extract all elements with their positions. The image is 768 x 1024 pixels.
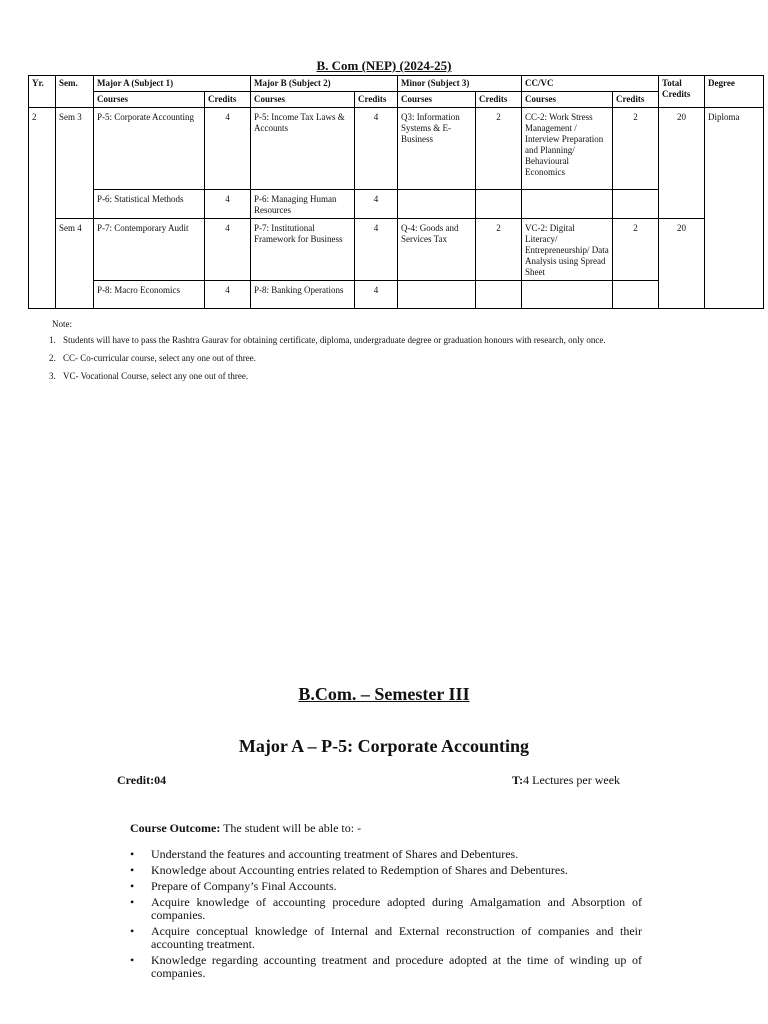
course-cell: CC-2: Work Stress Management / Interview Preparation and Planning/ Behavioural Economics xyxy=(522,108,613,190)
header-degree: Degree xyxy=(705,76,764,108)
credits-cell: 4 xyxy=(355,108,398,190)
list-item: • Acquire knowledge of accounting procedure adopted during Amalgamation and Absorption of companies. xyxy=(130,896,642,922)
course-cell: P-6: Statistical Methods xyxy=(94,190,205,219)
course-cell: P-8: Banking Operations xyxy=(251,281,355,309)
semester-title: B.Com. – Semester III xyxy=(298,684,470,704)
course-cell: P-7: Institutional Framework for Business xyxy=(251,219,355,281)
header-year: Yr. xyxy=(29,76,56,108)
header-minor: Minor (Subject 3) xyxy=(398,76,522,92)
note-text: Students will have to pass the Rashtra Gaurav for obtaining certificate, diploma, undergraduate degree or graduation honours with research, only once. xyxy=(63,335,606,345)
credits-cell: 4 xyxy=(205,190,251,219)
list-item: • Knowledge regarding accounting treatment and procedure adopted at the time of winding up of companies. xyxy=(130,954,642,980)
year-cell: 2 xyxy=(29,108,56,309)
subheader-courses: Courses xyxy=(94,92,205,108)
course-cell: P-5: Income Tax Laws & Accounts xyxy=(251,108,355,190)
header-major-a: Major A (Subject 1) xyxy=(94,76,251,92)
credits-cell: 4 xyxy=(355,281,398,309)
course-cell: VC-2: Digital Literacy/ Entrepreneurship/ Data Analysis using Spread Sheet xyxy=(522,219,613,281)
header-total-credits: Total Credits xyxy=(659,76,705,108)
table-row xyxy=(29,219,764,281)
header-semester: Sem. xyxy=(56,76,94,108)
subheader-credits: Credits xyxy=(613,92,659,108)
note-text: VC- Vocational Course, select any one out of three. xyxy=(63,371,249,381)
credits-cell: 2 xyxy=(476,108,522,190)
note-item xyxy=(49,335,606,345)
credits-cell: 2 xyxy=(476,219,522,281)
course-cell: Q3: Information Systems & E-Business xyxy=(398,108,476,190)
subheader-courses: Courses xyxy=(251,92,355,108)
course-title: Major A – P-5: Corporate Accounting xyxy=(238,736,530,756)
header-cc-vc: CC/VC xyxy=(522,76,659,92)
course-cell: P-8: Macro Economics xyxy=(94,281,205,309)
document-heading: B. Com (NEP) (2024-25) xyxy=(316,58,452,73)
empty-cell xyxy=(398,281,476,309)
credits-cell: 2 xyxy=(613,108,659,190)
list-item: • Understand the features and accounting treatment of Shares and Debentures. xyxy=(130,848,642,861)
list-item: • Prepare of Company’s Final Accounts. xyxy=(130,880,642,893)
table-subheader-row xyxy=(29,92,764,108)
lectures-label: T:4 Lectures per week xyxy=(512,773,621,787)
credits-cell: 4 xyxy=(205,108,251,190)
empty-cell xyxy=(476,190,522,219)
notes-list xyxy=(49,335,606,381)
note-number: 1. xyxy=(49,335,56,345)
course-cell: P-5: Corporate Accounting xyxy=(94,108,205,190)
note-item xyxy=(49,353,606,363)
empty-cell xyxy=(398,190,476,219)
credits-cell: 4 xyxy=(355,190,398,219)
credits-cell: 2 xyxy=(613,219,659,281)
semester-cell: Sem 3 xyxy=(56,108,94,219)
subheader-credits: Credits xyxy=(476,92,522,108)
table-row xyxy=(29,108,764,190)
empty-cell xyxy=(522,190,613,219)
note-number: 2. xyxy=(49,353,56,363)
course-cell: P-6: Managing Human Resources xyxy=(251,190,355,219)
credits-cell: 4 xyxy=(205,219,251,281)
course-cell: P-7: Contemporary Audit xyxy=(94,219,205,281)
total-credits-cell: 20 xyxy=(659,108,705,219)
subheader-credits: Credits xyxy=(205,92,251,108)
credit-label: Credit:04 xyxy=(117,773,167,787)
semester-cell: Sem 4 xyxy=(56,219,94,309)
course-structure-table xyxy=(28,75,764,309)
notes-section xyxy=(49,319,606,389)
note-number: 3. xyxy=(49,371,56,381)
subheader-courses: Courses xyxy=(398,92,476,108)
empty-cell xyxy=(522,281,613,309)
empty-cell xyxy=(613,281,659,309)
subheader-credits: Credits xyxy=(355,92,398,108)
credits-cell: 4 xyxy=(205,281,251,309)
notes-heading: Note: xyxy=(52,319,72,329)
total-credits-cell: 20 xyxy=(659,219,705,309)
note-item xyxy=(49,371,606,381)
header-major-b: Major B (Subject 2) xyxy=(251,76,398,92)
degree-cell: Diploma xyxy=(705,108,764,309)
subheader-courses: Courses xyxy=(522,92,613,108)
course-cell: Q-4: Goods and Services Tax xyxy=(398,219,476,281)
list-item: • Acquire conceptual knowledge of Internal and External reconstruction of companies and their accounting treatment. xyxy=(130,925,642,951)
note-text: CC- Co-curricular course, select any one out of three. xyxy=(63,353,256,363)
course-outcome-list xyxy=(130,848,642,983)
empty-cell xyxy=(476,281,522,309)
table-row xyxy=(29,190,764,219)
credits-cell: 4 xyxy=(355,219,398,281)
list-item: • Knowledge about Accounting entries related to Redemption of Shares and Debentures. xyxy=(130,864,642,877)
table-row xyxy=(29,281,764,309)
table-header-row xyxy=(29,76,764,92)
course-outcome-heading: Course Outcome: The student will be able to: - xyxy=(130,821,362,835)
empty-cell xyxy=(613,190,659,219)
